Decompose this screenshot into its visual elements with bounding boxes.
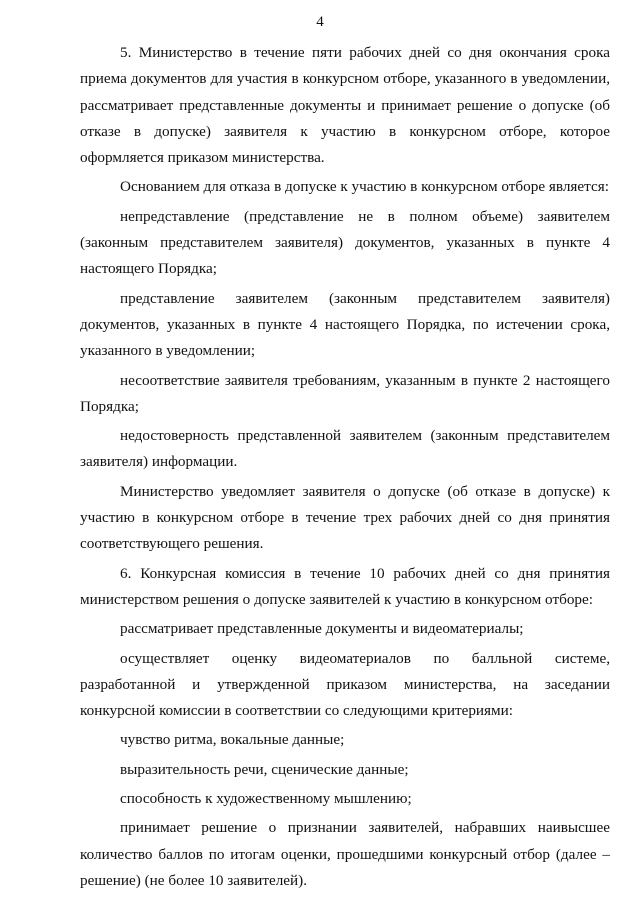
paragraph-ground-4: недостоверность представленной заявителем (законным представителем заявителя) информации. — [80, 427, 610, 471]
paragraph-ground-1: непредставление (представление не в полном объеме) заявителем (законным представителем заявителя) документов, указанных в пункте 4 настоящего Порядка; — [80, 207, 610, 278]
paragraph-evaluation: осуществляет оценку видеоматериалов по балльной системе, разработанной и утвержденной приказом министерства, на заседании конкурсной комиссии в соответствии со следующими критериями: — [80, 649, 610, 720]
paragraph-criterion-3: способность к художественному мышлению; — [120, 790, 412, 808]
document-body — [80, 40, 610, 894]
paragraph-5: 5. Министерство в течение пяти рабочих дней со дня окончания срока приема документов для участия в конкурсном отборе, указанного в уведомлении, рассматривает представленные документы и принимает решение о допуске (об отказе в допуске) заявителя к участию в конкурсном отборе, которое оформляется приказом министерства. — [80, 44, 610, 167]
paragraph-6: 6. Конкурсная комиссия в течение 10 рабочих дней со дня принятия министерством решения о допуске заявителей к участию в конкурсном отборе: — [80, 564, 610, 608]
paragraph-criterion-2: выразительность речи, сценические данные; — [120, 760, 409, 778]
paragraph-ground-3: несоответствие заявителя требованиям, указанным в пункте 2 настоящего Порядка; — [80, 371, 610, 415]
paragraph-decision: принимает решение о признании заявителей, набравших наивысшее количество баллов по итогам оценки, прошедшими конкурсный отбор (далее – решение) (не более 10 заявителей). — [80, 819, 610, 889]
paragraph-ground-2: представление заявителем (законным представителем заявителя) документов, указанных в пункте 4 настоящего Порядка, по истечении срока, указанного в уведомлении; — [80, 289, 610, 360]
paragraph-review-documents: рассматривает представленные документы и видеоматериалы; — [120, 620, 524, 638]
page-number: 4 — [316, 14, 324, 30]
paragraph-criterion-1: чувство ритма, вокальные данные; — [120, 731, 345, 749]
paragraph-notification: Министерство уведомляет заявителя о допуске (об отказе в допуске) к участию в конкурсном отборе в течение трех рабочих дней со дня принятия соответствующего решения. — [80, 482, 610, 553]
paragraph-refusal-grounds: Основанием для отказа в допуске к участию в конкурсном отборе является: — [120, 178, 609, 196]
